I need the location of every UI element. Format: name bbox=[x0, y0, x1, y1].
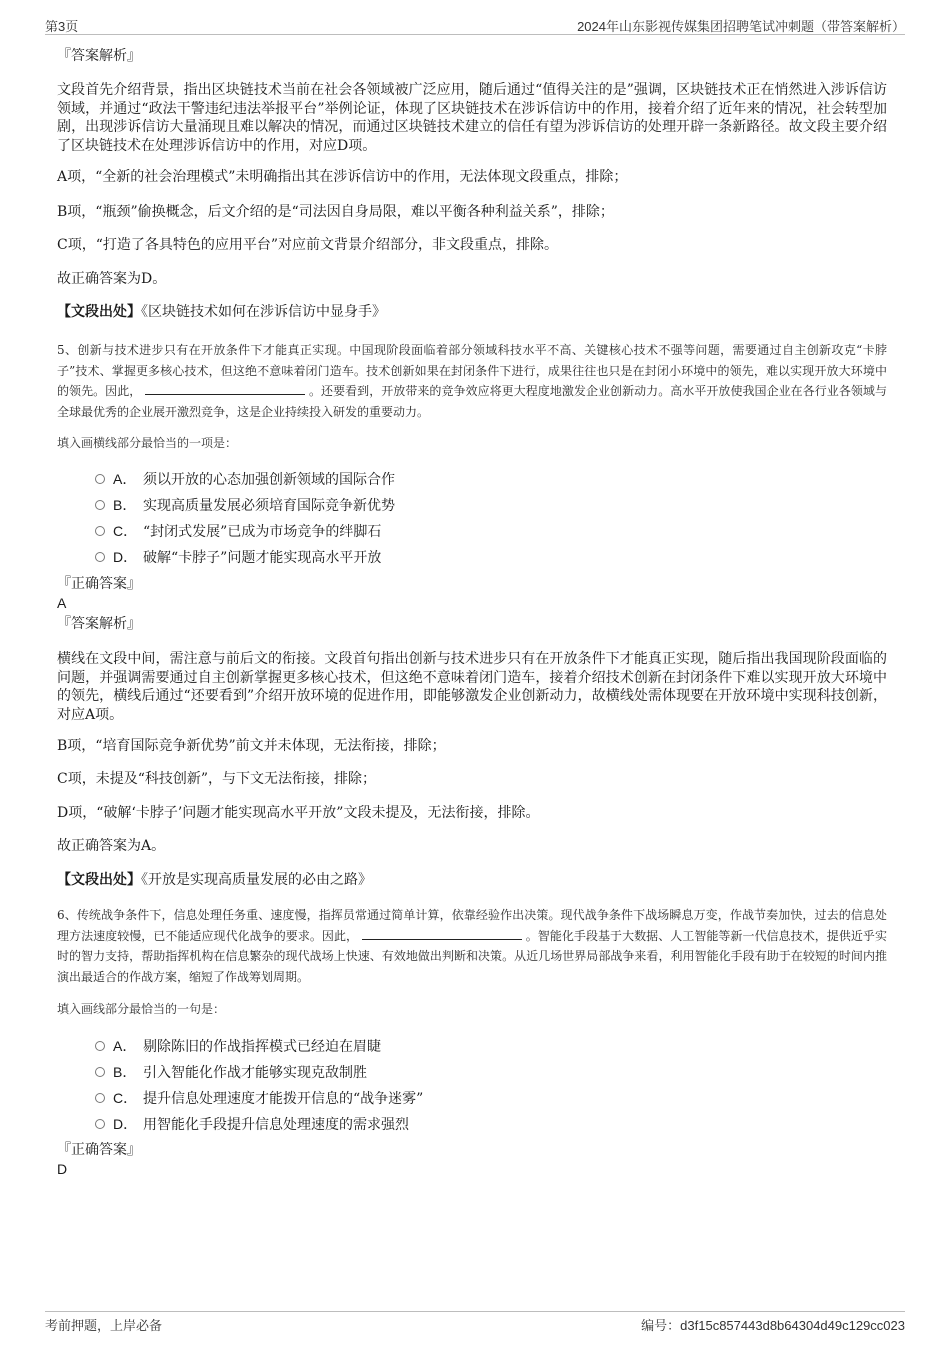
prev-source bbox=[57, 302, 887, 322]
question-5-answer: A bbox=[57, 595, 67, 611]
source-title: 《区块链技术如何在涉诉信访中显身手》 bbox=[141, 304, 386, 320]
question-5-conclusion: 故正确答案为A。 bbox=[57, 838, 166, 854]
option-letter: D． bbox=[113, 1116, 138, 1132]
stem-text-after: 。还要看到，开放带来的竞争效应将更大程度地激发企业创新动力。高水平开放使我国企业在各行业各领域与全球最优秀的企业展开激烈竞争，这是企业持续投入研发的重要动力。 bbox=[57, 384, 887, 419]
option-text: 提升信息处理速度才能拨开信息的“战争迷雾” bbox=[143, 1091, 424, 1107]
option-a[interactable] bbox=[95, 466, 795, 492]
question-5-c-note: C项，未提及“科技创新”，与下文无法衔接，排除； bbox=[57, 771, 377, 787]
question-5-options bbox=[95, 466, 795, 570]
option-letter: C． bbox=[113, 1090, 138, 1106]
option-c[interactable] bbox=[95, 518, 795, 544]
question-6-answer-label: 『正确答案』 bbox=[57, 1142, 141, 1158]
radio-icon[interactable] bbox=[95, 1119, 105, 1129]
option-letter: A． bbox=[113, 471, 137, 487]
source-label: 【文段出处】 bbox=[57, 304, 141, 320]
option-letter: B． bbox=[113, 497, 137, 513]
option-d[interactable] bbox=[95, 1111, 795, 1137]
radio-icon[interactable] bbox=[95, 474, 105, 484]
option-text: 须以开放的心态加强创新领域的国际合作 bbox=[143, 472, 395, 488]
option-text: 实现高质量发展必须培育国际竞争新优势 bbox=[143, 498, 395, 514]
question-5-d-note: D项，“破解‘卡脖子’问题才能实现高水平开放”文段未提及，无法衔接，排除。 bbox=[57, 805, 540, 821]
prev-option-c-note: C项，“打造了各具特色的应用平台”对应前文背景介绍部分，非文段重点，排除。 bbox=[57, 237, 559, 253]
question-5-answer-label: 『正确答案』 bbox=[57, 576, 141, 592]
radio-icon[interactable] bbox=[95, 1067, 105, 1077]
option-b[interactable] bbox=[95, 492, 795, 518]
page-header bbox=[45, 14, 905, 35]
page-number: 第3页 bbox=[45, 19, 79, 34]
stem-text-before: 6、传统战争条件下，信息处理任务重、速度慢，指挥员常通过简单计算，依靠经验作出决策。现代战争条件下战场瞬息万变，作战节奏加快，过去的信息处理方法速度较慢，已不能适应现代化战争的要求。因此， bbox=[57, 908, 887, 943]
radio-icon[interactable] bbox=[95, 552, 105, 562]
stem-text-after: 。智能化手段基于大数据、人工智能等新一代信息技术，提供近乎实时的智力支持，帮助指挥机构在信息繁杂的现代战场上快速、有效地做出判断和决策。从近几场世界局部战争来看，利用智能化手段有助于在较短的时间内推演出最适合的作战方案，缩短了作战筹划周期。 bbox=[57, 928, 887, 984]
footer-slogan: 考前押题，上岸必备 bbox=[45, 1318, 163, 1333]
radio-icon[interactable] bbox=[95, 500, 105, 510]
prev-conclusion: 故正确答案为D。 bbox=[57, 271, 167, 287]
document-code: 编号：d3f15c857443d8b64304d49c129cc023 bbox=[641, 1318, 905, 1333]
fill-blank-line bbox=[362, 927, 522, 940]
prev-analysis-label: 『答案解析』 bbox=[57, 48, 141, 64]
question-5-analysis-label: 『答案解析』 bbox=[57, 616, 141, 632]
prev-option-b-note: B项，“瓶颈”偷换概念，后文介绍的是“司法因自身局限，难以平衡各种利益关系”，排除； bbox=[57, 204, 614, 220]
source-label: 【文段出处】 bbox=[57, 872, 141, 888]
source-title: 《开放是实现高质量发展的必由之路》 bbox=[141, 872, 372, 888]
option-text: 用智能化手段提升信息处理速度的需求强烈 bbox=[143, 1117, 409, 1133]
question-6-stem bbox=[57, 905, 887, 987]
option-letter: A． bbox=[113, 1038, 137, 1054]
question-6-options bbox=[95, 1033, 795, 1137]
radio-icon[interactable] bbox=[95, 1041, 105, 1051]
option-c[interactable] bbox=[95, 1085, 795, 1111]
question-5-source bbox=[57, 870, 887, 890]
stem-text-before: 5、创新与技术进步只有在开放条件下才能真正实现。中国现阶段面临着部分领域科技水平不高、关键核心技术不强等问题，需要通过自主创新攻克“卡脖子”技术、掌握更多核心技术，但这绝不意味着闭门造车。技术创新如果在封闭条件下进行，成果往往也只是在封闭小环境中的领先，难以实现开放大环境中的领先。因此， bbox=[57, 343, 887, 398]
option-text: 引入智能化作战才能够实现克敌制胜 bbox=[143, 1065, 367, 1081]
prev-analysis-text: 文段首先介绍背景，指出区块链技术当前在社会各领域被广泛应用，随后通过“值得关注的是”强调，区块链技术正在悄然进入涉诉信访领域，并通过“政法干警违纪违法举报平台”举例论证，体现了区块链技术在涉诉信访中的作用，接着介绍了近年来的情况，社会转型加剧，出现涉诉信访大量涌现且难以解决的情况，而通过区块链技术建立的信任有望为涉诉信访的处理开辟一条新路径。故文段主要介绍了区块链技术在处理涉诉信访中的作用，对应D项。 bbox=[57, 82, 887, 154]
fill-blank-line bbox=[145, 382, 305, 395]
option-letter: D． bbox=[113, 549, 138, 565]
page-footer bbox=[45, 1311, 905, 1336]
option-letter: C． bbox=[113, 523, 138, 539]
radio-icon[interactable] bbox=[95, 1093, 105, 1103]
option-d[interactable] bbox=[95, 544, 795, 570]
option-text: 剔除陈旧的作战指挥模式已经迫在眉睫 bbox=[143, 1039, 381, 1055]
prev-option-a-note: A项，“全新的社会治理模式”未明确指出其在涉诉信访中的作用，无法体现文段重点，排除； bbox=[57, 169, 628, 185]
option-b[interactable] bbox=[95, 1059, 795, 1085]
question-5-stem bbox=[57, 340, 887, 422]
option-text: 破解“卡脖子”问题才能实现高水平开放 bbox=[143, 550, 382, 566]
question-5-analysis: 横线在文段中间，需注意与前后文的衔接。文段首句指出创新与技术进步只有在开放条件下才能真正实现，随后指出我国现阶段面临的问题，并强调需要通过自主创新掌握更多核心技术，但这绝不意味着闭门造车，接着介绍技术创新在封闭条件下难以实现开放大环境中的领先，横线后通过“还要看到”介绍开放环境的促进作用，即能够激发企业创新动力，故横线处需体现要在开放环境中实现科技创新，对应A项。 bbox=[57, 651, 887, 723]
document-title: 2024年山东影视传媒集团招聘笔试冲刺题（带答案解析） bbox=[577, 19, 905, 34]
option-letter: B． bbox=[113, 1064, 137, 1080]
option-text: “封闭式发展”已成为市场竞争的绊脚石 bbox=[143, 524, 382, 540]
question-6-answer: D bbox=[57, 1161, 68, 1177]
radio-icon[interactable] bbox=[95, 526, 105, 536]
question-6-prompt: 填入画线部分最恰当的一句是： bbox=[57, 1002, 226, 1016]
option-a[interactable] bbox=[95, 1033, 795, 1059]
question-5-b-note: B项，“培育国际竞争新优势”前文并未体现，无法衔接，排除； bbox=[57, 738, 446, 754]
question-5-prompt: 填入画横线部分最恰当的一项是： bbox=[57, 436, 238, 450]
